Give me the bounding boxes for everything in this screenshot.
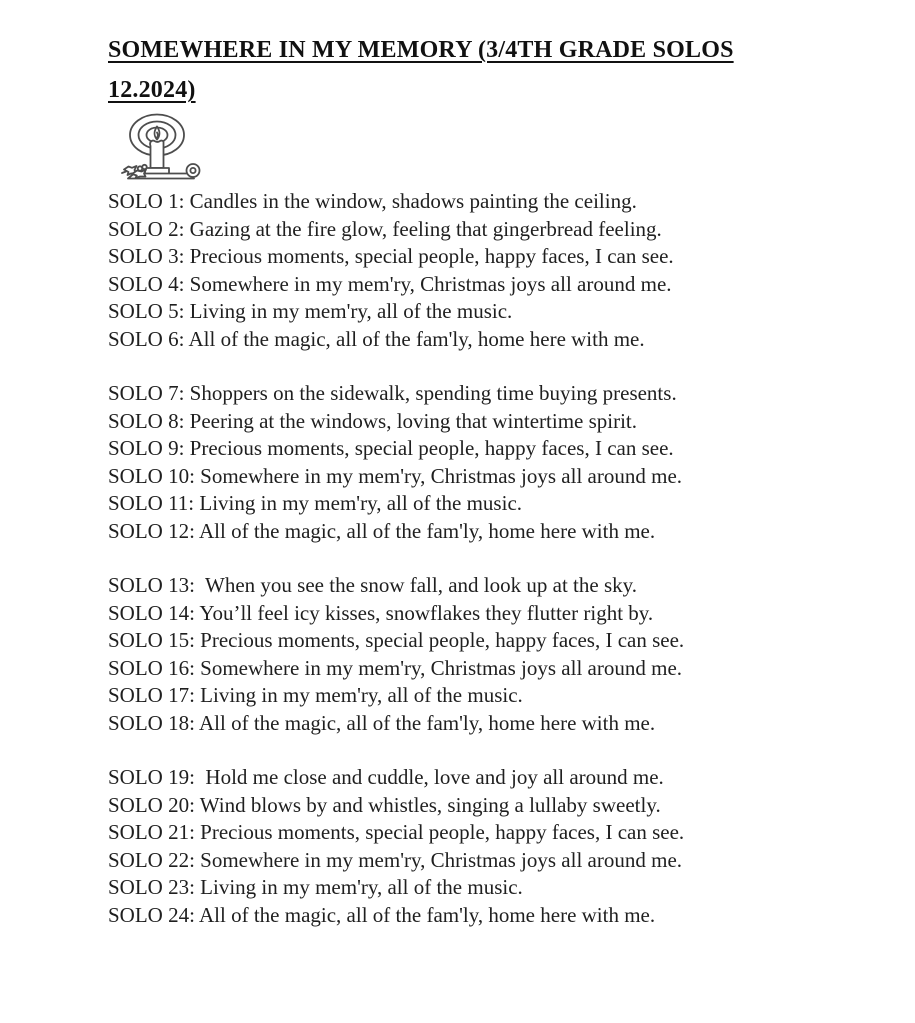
lyric-line-solo-8: SOLO 8: Peering at the windows, loving that wintertime spirit. bbox=[108, 408, 638, 433]
lyric-line-solo-6: SOLO 6: All of the magic, all of the fam'ly, home here with me. bbox=[108, 326, 645, 351]
lyric-line-solo-2: SOLO 2: Gazing at the fire glow, feeling that gingerbread feeling. bbox=[108, 216, 662, 241]
stanza-4 bbox=[108, 764, 835, 929]
lyric-line-solo-11: SOLO 11: Living in my mem'ry, all of the music. bbox=[108, 491, 523, 515]
stanza-2 bbox=[108, 380, 835, 545]
lyric-line-solo-5: SOLO 5: Living in my mem'ry, all of the music. bbox=[108, 299, 513, 323]
candle-icon bbox=[110, 112, 206, 180]
page-title-line-1: SOMEWHERE IN MY MEMORY (3/4TH GRADE SOLOS bbox=[108, 37, 734, 63]
lyric-line-solo-18: SOLO 18: All of the magic, all of the fam'ly, home here with me. bbox=[108, 710, 656, 735]
lyric-line-solo-4: SOLO 4: Somewhere in my mem'ry, Christmas joys all around me. bbox=[108, 271, 672, 296]
candle-illustration bbox=[110, 112, 206, 180]
handle-ring-outer bbox=[187, 164, 200, 177]
candle-body bbox=[150, 141, 163, 168]
lyric-line-solo-22: SOLO 22: Somewhere in my mem'ry, Christmas joys all around me. bbox=[108, 847, 683, 872]
holly-sprig bbox=[122, 172, 126, 174]
lyric-line-solo-9: SOLO 9: Precious moments, special people, happy faces, I can see. bbox=[108, 436, 674, 460]
lyric-line-solo-15: SOLO 15: Precious moments, special people, happy faces, I can see. bbox=[108, 628, 685, 652]
lyric-line-solo-19: SOLO 19: Hold me close and cuddle, love and joy all around me. bbox=[108, 765, 664, 789]
stanza-1 bbox=[108, 188, 835, 353]
lyric-line-solo-10: SOLO 10: Somewhere in my mem'ry, Christmas joys all around me. bbox=[108, 463, 683, 488]
lyric-line-solo-20: SOLO 20: Wind blows by and whistles, singing a lullaby sweetly. bbox=[108, 792, 661, 817]
lyric-line-solo-21: SOLO 21: Precious moments, special people, happy faces, I can see. bbox=[108, 820, 685, 844]
lyric-line-solo-3: SOLO 3: Precious moments, special people, happy faces, I can see. bbox=[108, 244, 674, 268]
lyric-line-solo-16: SOLO 16: Somewhere in my mem'ry, Christmas joys all around me. bbox=[108, 655, 683, 680]
lyric-line-solo-13: SOLO 13: When you see the snow fall, and look up at the sky. bbox=[108, 573, 637, 597]
stanza-3 bbox=[108, 572, 835, 737]
lyric-line-solo-12: SOLO 12: All of the magic, all of the fam'ly, home here with me. bbox=[108, 518, 656, 543]
lyric-line-solo-23: SOLO 23: Living in my mem'ry, all of the music. bbox=[108, 875, 523, 899]
page-title-line-2: 12.2024) bbox=[108, 77, 196, 103]
lyric-line-solo-7: SOLO 7: Shoppers on the sidewalk, spending time buying presents. bbox=[108, 381, 677, 405]
holly-berry-2 bbox=[142, 165, 146, 169]
flame-inner bbox=[157, 133, 158, 138]
lyric-line-solo-17: SOLO 17: Living in my mem'ry, all of the music. bbox=[108, 683, 523, 707]
lyric-line-solo-24: SOLO 24: All of the magic, all of the fam'ly, home here with me. bbox=[108, 902, 656, 927]
lyric-line-solo-1: SOLO 1: Candles in the window, shadows painting the ceiling. bbox=[108, 189, 637, 213]
page-title bbox=[108, 30, 835, 110]
lyric-line-solo-14: SOLO 14: You’ll feel icy kisses, snowflakes they flutter right by. bbox=[108, 600, 654, 625]
